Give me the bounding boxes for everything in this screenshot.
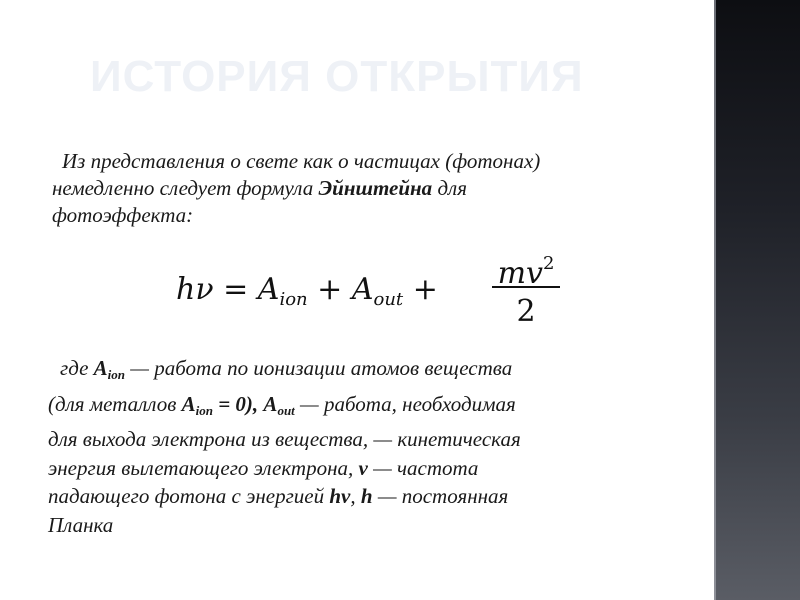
intro-line-2-start: немедленно следует формула (52, 176, 319, 200)
explanation-line-4 (48, 454, 688, 483)
formula-fraction (492, 244, 560, 332)
explanation-text: — работа по ионизации атомов вещества (125, 356, 513, 380)
slide-title: ИСТОРИЯ ОТКРЫТИЯ (90, 52, 584, 101)
formula-plus-2: + (403, 272, 438, 307)
formula-plus-1: + A (307, 272, 374, 307)
explanation-line-5 (48, 482, 688, 511)
einstein-formula (176, 244, 576, 334)
explanation-text: падающего фотона с энергией (48, 484, 330, 508)
side-decoration-band (714, 0, 800, 600)
fraction-numerator (492, 244, 560, 291)
explanation-line-6: Планка (48, 512, 114, 537)
symbol-a: A (93, 356, 108, 380)
explanation-text: (для металлов (48, 391, 182, 416)
symbol-h-nu: hν (329, 484, 351, 508)
formula-sub-out: out (373, 289, 404, 310)
explanation-text: — частота (367, 455, 479, 480)
symbol-h: h (360, 484, 373, 508)
einstein-name: Эйнштейна (318, 176, 433, 200)
explanation-line-2 (48, 390, 688, 426)
numerator-exponent: 2 (542, 253, 555, 274)
intro-line-2 (52, 175, 682, 202)
intro-line-1: Из представления о свете как о частицах (фотонах) (62, 149, 541, 173)
subscript-ion: ion (107, 367, 126, 382)
explanation-bold-text: = 0), (212, 391, 264, 416)
subscript-ion: ion (195, 402, 213, 418)
explanation-line-1 (48, 354, 688, 390)
subscript-out: out (277, 402, 295, 418)
intro-line-2-end: для (432, 176, 467, 200)
explanation-text: энергия вылетающего электрона, (48, 455, 359, 480)
formula-lhs: hν = A (176, 272, 280, 307)
explanation-paragraph (48, 354, 688, 539)
symbol-a: A (263, 391, 278, 416)
intro-paragraph (52, 148, 682, 229)
explanation-text: — работа, необходимая (294, 391, 516, 416)
formula-main (176, 272, 438, 310)
fraction-denominator: 2 (516, 294, 536, 329)
explanation-text: — постоянная (372, 484, 509, 508)
symbol-nu: ν (358, 455, 368, 480)
explanation-line-3: для выхода электрона из вещества, — кинетическая (48, 427, 521, 451)
formula-sub-ion: ion (279, 289, 308, 310)
explanation-text: где (60, 356, 94, 380)
intro-line-3: фотоэффекта: (52, 203, 194, 227)
numerator-text: mv (497, 256, 543, 291)
explanation-text: , (350, 484, 361, 508)
symbol-a: A (181, 391, 196, 416)
